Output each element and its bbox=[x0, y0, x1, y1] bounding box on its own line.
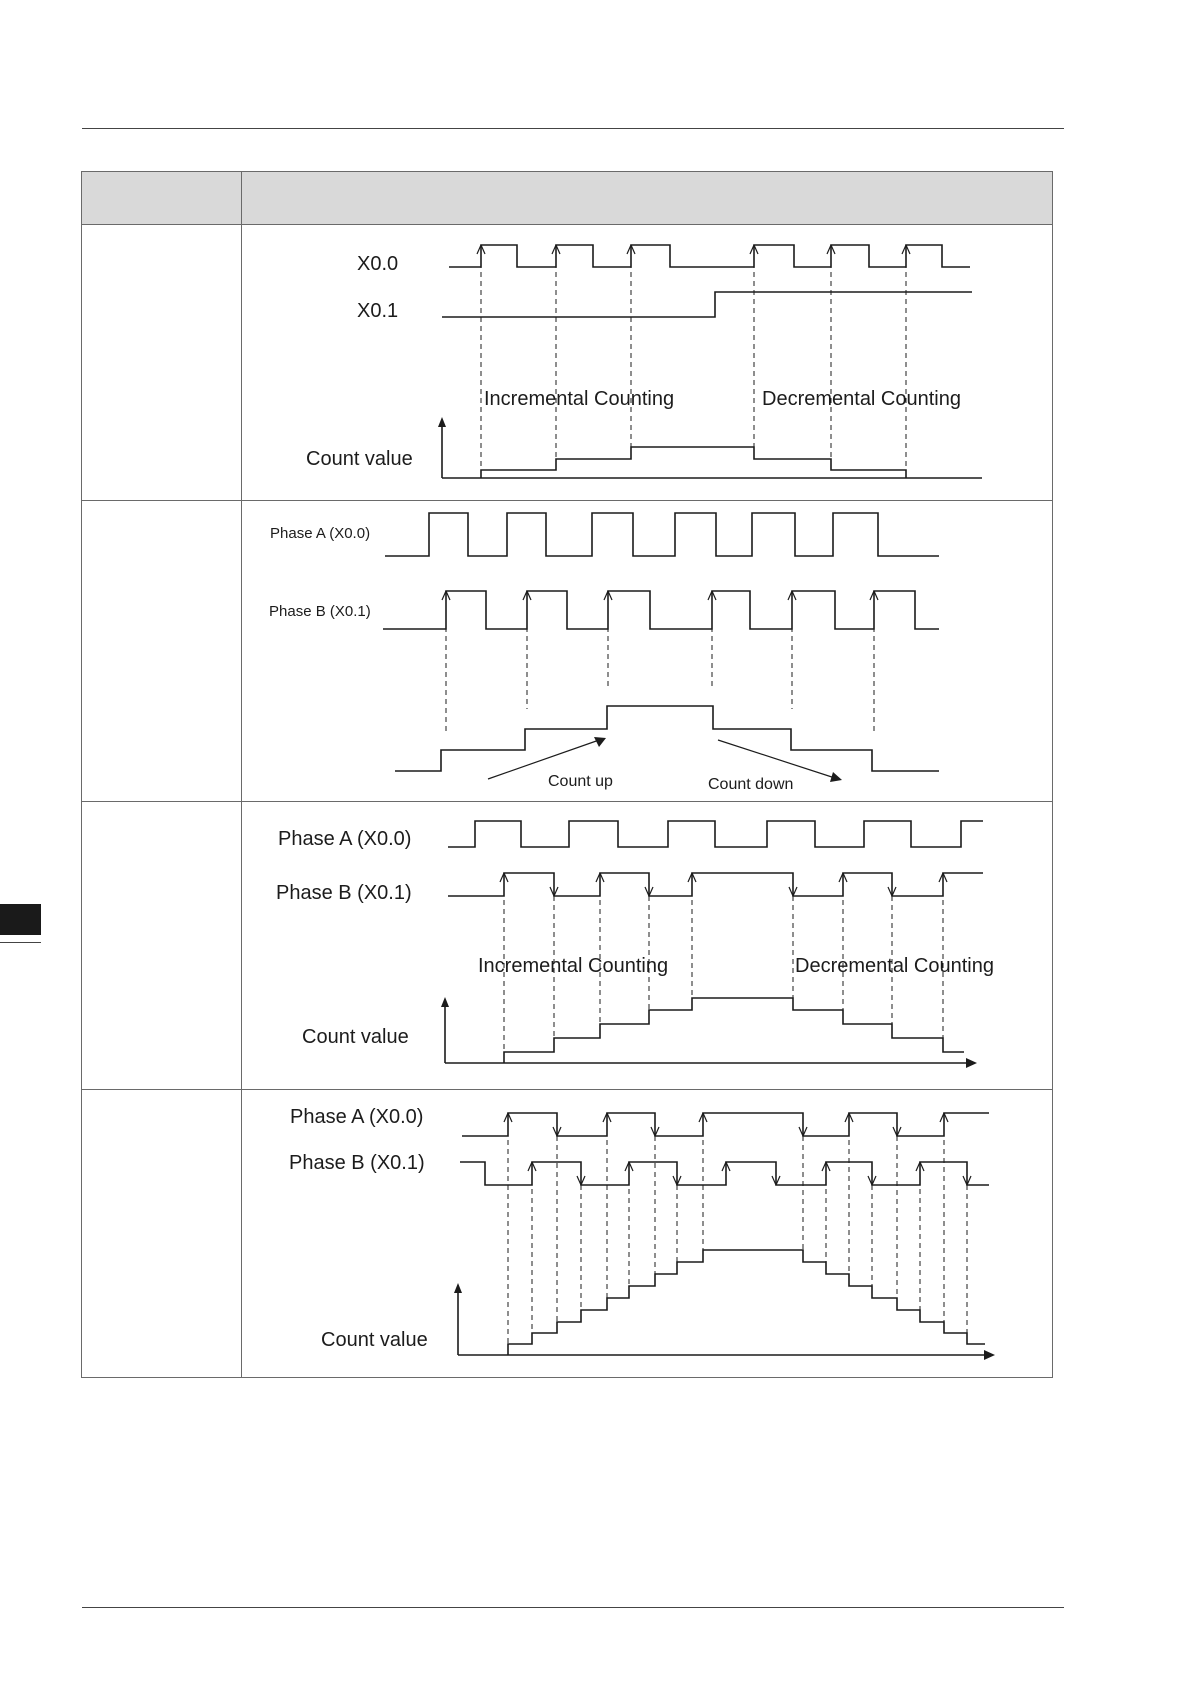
table-row bbox=[82, 802, 1053, 1090]
rising-edge-arrows bbox=[442, 591, 878, 600]
mode-cell bbox=[82, 1090, 242, 1378]
signal-label: X0.0 bbox=[357, 253, 399, 275]
table-row bbox=[82, 225, 1053, 501]
signal-label: Phase A (X0.0) bbox=[270, 525, 371, 542]
header-mode-cell bbox=[82, 172, 242, 225]
counting-mode-table bbox=[81, 171, 1053, 1378]
mode-cell bbox=[82, 225, 242, 501]
header-rule bbox=[82, 128, 1064, 129]
x00-waveform bbox=[449, 245, 970, 267]
time-axis-arrowhead bbox=[984, 1350, 995, 1360]
table-row bbox=[82, 1090, 1053, 1378]
incremental-counting-label: Incremental Counting bbox=[484, 388, 675, 410]
quadrature-single-edge-timing-diagram bbox=[242, 802, 1052, 1089]
count-up-arrowhead bbox=[594, 737, 606, 747]
decremental-counting-label: Decremental Counting bbox=[762, 388, 961, 410]
count-down-label: Count down bbox=[708, 776, 794, 793]
chapter-tab bbox=[0, 904, 41, 935]
count-down-arrow bbox=[718, 740, 838, 779]
incremental-counting-label: Incremental Counting bbox=[478, 955, 669, 977]
sync-dashed-lines bbox=[446, 591, 874, 733]
count-value-staircase bbox=[481, 447, 906, 478]
quadrature-four-edge-timing-diagram bbox=[242, 1090, 1052, 1377]
footer-rule bbox=[82, 1607, 1064, 1608]
edge-arrows bbox=[500, 873, 947, 896]
axis-arrowhead bbox=[454, 1283, 462, 1293]
axis-arrowhead bbox=[438, 417, 446, 427]
count-value-staircase bbox=[395, 706, 939, 771]
two-phase-up-down-timing-diagram bbox=[242, 501, 1052, 801]
phase-b-waveform bbox=[448, 873, 983, 896]
count-value-staircase bbox=[504, 998, 964, 1063]
decremental-counting-label: Decremental Counting bbox=[795, 955, 994, 977]
edge-arrows bbox=[504, 1113, 971, 1185]
count-value-label: Count value bbox=[306, 448, 413, 470]
table-header-row bbox=[82, 172, 1053, 225]
chapter-tab-underline bbox=[0, 942, 41, 943]
phase-a-waveform bbox=[448, 821, 983, 847]
waveform-cell bbox=[242, 802, 1053, 1090]
rising-edge-arrows bbox=[477, 245, 910, 254]
signal-label: Phase B (X0.1) bbox=[289, 1152, 425, 1174]
signal-label: Phase A (X0.0) bbox=[278, 828, 412, 850]
time-axis-arrowhead bbox=[966, 1058, 977, 1068]
signal-label: X0.1 bbox=[357, 300, 399, 322]
count-value-label: Count value bbox=[302, 1026, 409, 1048]
mode-cell bbox=[82, 802, 242, 1090]
signal-label: Phase B (X0.1) bbox=[269, 603, 371, 620]
waveform-cell bbox=[242, 1090, 1053, 1378]
table-row bbox=[82, 501, 1053, 802]
axis-arrowhead bbox=[441, 997, 449, 1007]
signal-label: Phase B (X0.1) bbox=[276, 882, 412, 904]
signal-label: Phase A (X0.0) bbox=[290, 1106, 424, 1128]
count-value-label: Count value bbox=[321, 1329, 428, 1351]
phase-a-waveform bbox=[462, 1113, 989, 1136]
count-value-staircase bbox=[508, 1250, 985, 1355]
header-waveform-cell bbox=[242, 172, 1053, 225]
mode-cell bbox=[82, 501, 242, 802]
phase-b-waveform bbox=[383, 591, 939, 629]
count-up-label: Count up bbox=[548, 773, 613, 790]
waveform-cell bbox=[242, 501, 1053, 802]
phase-a-waveform bbox=[385, 513, 939, 556]
sync-dashed-lines bbox=[481, 245, 906, 477]
count-down-arrowhead bbox=[830, 772, 842, 782]
waveform-cell bbox=[242, 225, 1053, 501]
x01-waveform bbox=[442, 292, 972, 317]
pulse-direction-timing-diagram bbox=[242, 225, 1052, 500]
